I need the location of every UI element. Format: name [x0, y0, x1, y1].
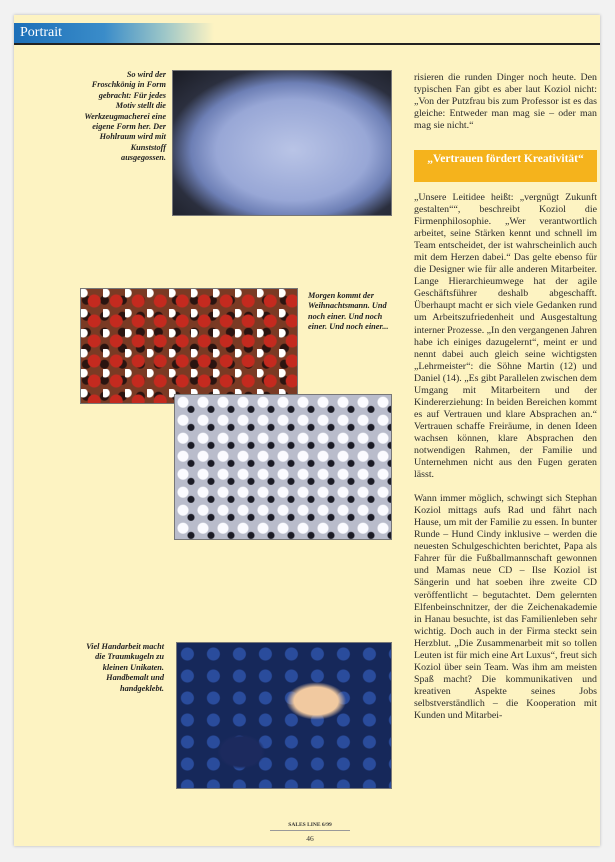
caption-mold: So wird der Froschkönig in Form gebracht: Für jedes Motiv stellt die Werkzeugmacherei eine eigene Form her. Der Hohlraum wird mit Kunststoff ausgegossen. — [84, 70, 166, 163]
footer-publication: SALES LINE 6/99 — [270, 822, 350, 831]
paragraph-2: Wann immer möglich, schwingt sich Stephan Koziol mittags aufs Rad und fährt nach Hause, um mit der Familie zu essen. In bunter Runde – Hund Cindy inklusive – werden die neuesten Schulgeschichten berichtet, Papa als Fahrer für die Fußballmannschaft gewonnen und Mamas neue CD – Ilse Koziol ist Sängerin und hat soeben ihre zweite CD veröffentlicht – begutachtet. Dem gelernten Elfenbeinschnitzer, der die Zeichenakademie in Hanau besuchte, ist das Familienleben sehr wichtig. Doch auch in der Firma steckt sein Herzblut. „Die Zusammenarbeit mit so tollen Leuten ist für mich eine Art Luxus“, freut sich Koziol über sein Team. Was ihm am meisten Spaß macht? Die kommunikativen und kreativen Aspekte seines Jobs selbstverständlich – die Kooperation mit Kunden und Mitarbei- — [414, 493, 597, 721]
caption-santas: Morgen kommt der Weihnachtsmann. Und noch einer. Und noch einer. Und noch einer... — [308, 291, 389, 332]
page-number: 46 — [306, 834, 314, 843]
article-intro — [414, 72, 597, 132]
caption-handwork: Viel Handarbeit macht die Traumkugeln zu kleinen Unikaten. Handbemalt und handgeklebt. — [86, 642, 164, 693]
section-header — [14, 23, 214, 44]
section-title: Portrait — [20, 25, 62, 40]
subheading-box: „Vertrauen fördert Kreativität“ — [414, 150, 597, 182]
photo-santas — [80, 288, 298, 404]
photo-snowmen — [174, 394, 392, 540]
article-body — [414, 192, 597, 722]
photo-frog-mold — [172, 70, 392, 216]
header-rule — [14, 43, 600, 45]
photo-handpainting — [176, 642, 392, 789]
intro-paragraph: risieren die runden Dinger noch heute. Den typischen Fan gibt es aber laut Koziol nicht: „Von der Putzfrau bis zum Professor ist es das gleiche: Entweder man mag sie – oder man mag sie nicht.“ — [414, 72, 597, 132]
paragraph-1: „Unsere Leitidee heißt: „vergnügt Zukunft gestalten““, beschreibt Koziol die Firmenphilosophie. „Wer verantwortlich arbeitet, seine Stärken kennt und schnell im Team entscheidet, der ist wahrscheinlich auch mit dem Herzen dabei.“ Das gelte ebenso für die Designer wie für alle anderen Mitarbeiter. Lange Hierarchieumwege hat der agile Geschäftsführer deshalb abgeschafft. Überhaupt macht er sich viele Gedanken rund um Arbeitszufriedenheit und Ausgestaltung interner Prozesse. „In den vergangenen Jahren habe ich einiges dazugelernt“, meint er und nennt dabei auch gleich seine wichtigsten „Lehrmeister“: die Söhne Martin (12) und Daniel (14). „Es gibt Parallelen zwischen dem Umgang mit Mitarbeitern und der Kindererziehung: In beiden Bereichen kommt es auf Vertrauen und klare Absprachen an.“ Vertrauen schaffe Freiräume, in denen Ideen wachsen können, klare Absprachen den notwendigen Rahmen, der Familie und Unternehmen nicht aus den Fugen geraten lässt. — [414, 192, 597, 481]
